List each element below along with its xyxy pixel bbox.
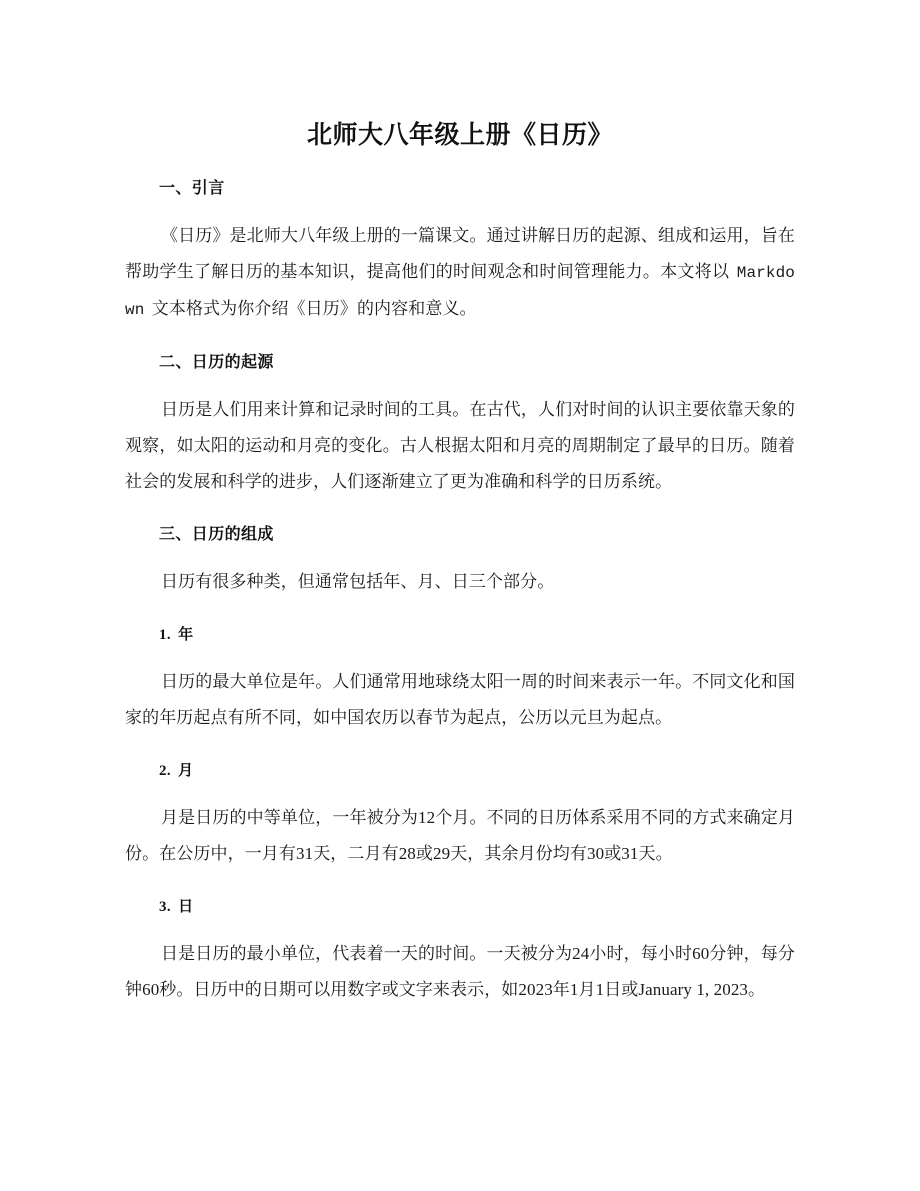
subsection-number-1: 1. xyxy=(159,627,172,643)
paragraph-text-run: 日历的最大单位是年。人们通常用地球绕太阳一周的时间来表示一年。不同文化和国家的年历起点有所不同，如中国农历以春节为起点，公历以元旦为起点。 xyxy=(125,672,795,727)
paragraph-day-p1 xyxy=(125,936,795,1008)
paragraph-year-p1 xyxy=(125,664,795,736)
inline-code-text: Markdown xyxy=(125,264,795,319)
paragraph-text-run: 文本格式为你介绍《日历》的内容和意义。 xyxy=(147,299,477,318)
subsection-number-2: 2. xyxy=(159,763,172,779)
paragraph-intro-p1 xyxy=(125,218,795,328)
subsection-heading-day xyxy=(125,894,795,920)
subsection-label-day: 日 xyxy=(178,898,194,915)
section-heading-introduction: 一、引言 xyxy=(159,180,225,197)
subsection-heading-year xyxy=(125,622,795,648)
subsection-number-3: 3. xyxy=(159,899,172,915)
paragraph-composition-p1 xyxy=(125,564,795,600)
subsection-label-month: 月 xyxy=(178,762,194,779)
section-heading-origin: 二、日历的起源 xyxy=(159,354,274,371)
paragraph-text-run: 日是日历的最小单位，代表着一天的时间。一天被分为24小时，每小时60分钟，每分钟60秒。日历中的日期可以用数字或文字来表示，如2023年1月1日或January 1, 2023。 xyxy=(125,944,795,999)
section-heading-composition: 三、日历的组成 xyxy=(159,526,274,543)
paragraph-text-run: 月是日历的中等单位，一年被分为12个月。不同的日历体系采用不同的方式来确定月份。在公历中，一月有31天，二月有28或29天，其余月份均有30或31天。 xyxy=(125,808,795,863)
page-title: 北师大八年级上册《日历》 xyxy=(306,121,613,149)
subsection-heading-month xyxy=(125,758,795,784)
paragraph-text-run: 日历有很多种类，但通常包括年、月、日三个部分。 xyxy=(161,572,555,591)
paragraph-text-run: 《日历》是北师大八年级上册的一篇课文。通过讲解日历的起源、组成和运用，旨在帮助学生了解日历的基本知识，提高他们的时间观念和时间管理能力。本文将以 xyxy=(125,226,795,281)
document-body xyxy=(125,118,795,1024)
subsection-label-year: 年 xyxy=(178,626,194,643)
paragraph-text-run: 日历是人们用来计算和记录时间的工具。在古代，人们对时间的认识主要依靠天象的观察，如太阳的运动和月亮的变化。古人根据太阳和月亮的周期制定了最早的日历。随着社会的发展和科学的进步，人们逐渐建立了更为准确和科学的日历系统。 xyxy=(125,400,795,491)
paragraph-month-p1 xyxy=(125,800,795,872)
paragraph-origin-p1 xyxy=(125,392,795,500)
